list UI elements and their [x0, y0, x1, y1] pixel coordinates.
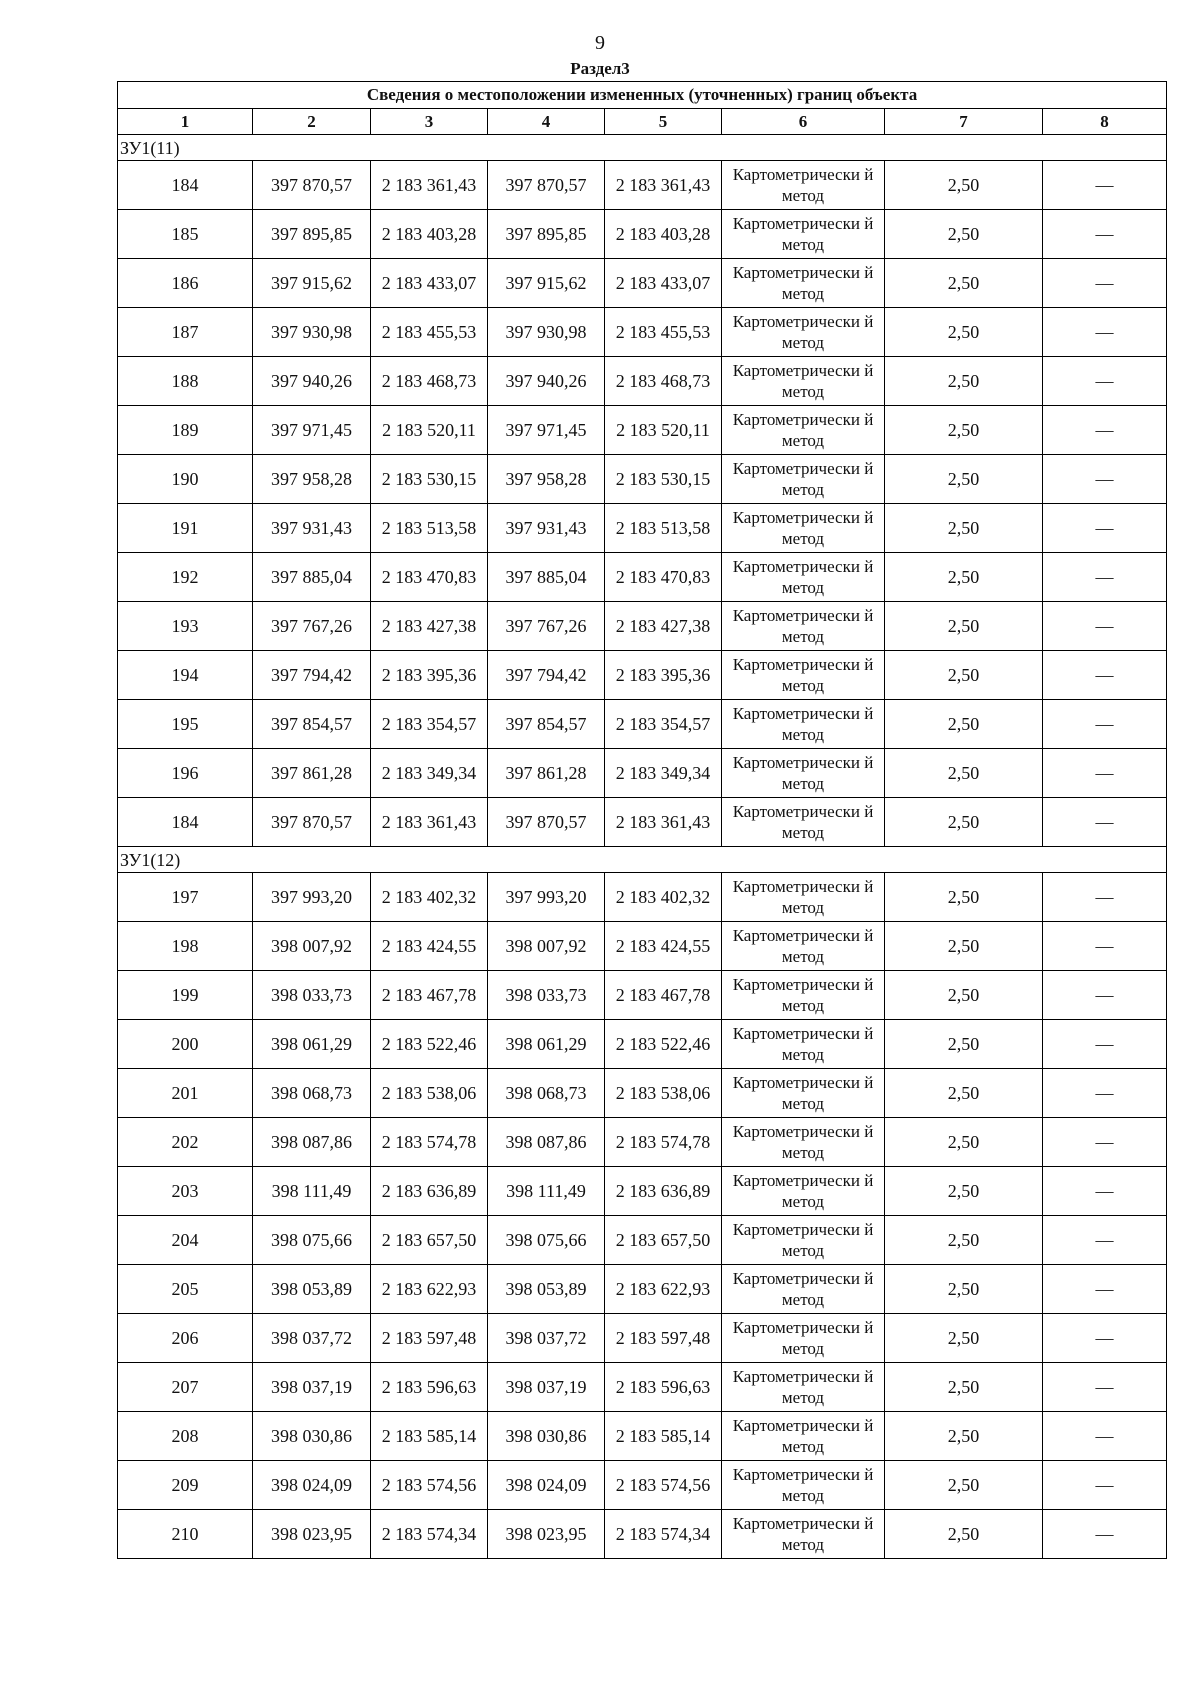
- y-new-cell: 2 183 361,43: [605, 798, 722, 847]
- y-new-cell: 2 183 424,55: [605, 922, 722, 971]
- x-new-cell: 398 007,92: [488, 922, 605, 971]
- y-new-cell: 2 183 530,15: [605, 455, 722, 504]
- y-existing-cell: 2 183 395,36: [371, 651, 488, 700]
- y-existing-cell: 2 183 354,57: [371, 700, 488, 749]
- table-row: [118, 1265, 1167, 1314]
- dash-cell: —: [1043, 1412, 1167, 1461]
- x-existing-cell: 397 870,57: [253, 161, 371, 210]
- point-number-cell: 203: [118, 1167, 253, 1216]
- x-new-cell: 397 885,04: [488, 553, 605, 602]
- table-row: [118, 1216, 1167, 1265]
- accuracy-cell: 2,50: [885, 798, 1043, 847]
- method-cell: Картометрически й метод: [722, 455, 885, 504]
- accuracy-cell: 2,50: [885, 700, 1043, 749]
- x-existing-cell: 397 767,26: [253, 602, 371, 651]
- y-new-cell: 2 183 622,93: [605, 1265, 722, 1314]
- x-new-cell: 398 053,89: [488, 1265, 605, 1314]
- x-new-cell: 397 767,26: [488, 602, 605, 651]
- dash-cell: —: [1043, 798, 1167, 847]
- y-existing-cell: 2 183 574,78: [371, 1118, 488, 1167]
- y-new-cell: 2 183 361,43: [605, 161, 722, 210]
- x-new-cell: 398 075,66: [488, 1216, 605, 1265]
- point-number-cell: 202: [118, 1118, 253, 1167]
- column-number: 4: [488, 109, 605, 135]
- dash-cell: —: [1043, 1314, 1167, 1363]
- method-cell: Картометрически й метод: [722, 161, 885, 210]
- x-existing-cell: 397 794,42: [253, 651, 371, 700]
- dash-cell: —: [1043, 1510, 1167, 1559]
- accuracy-cell: 2,50: [885, 357, 1043, 406]
- x-existing-cell: 398 087,86: [253, 1118, 371, 1167]
- accuracy-cell: 2,50: [885, 308, 1043, 357]
- y-existing-cell: 2 183 470,83: [371, 553, 488, 602]
- y-new-cell: 2 183 657,50: [605, 1216, 722, 1265]
- accuracy-cell: 2,50: [885, 455, 1043, 504]
- y-existing-cell: 2 183 622,93: [371, 1265, 488, 1314]
- x-new-cell: 398 037,19: [488, 1363, 605, 1412]
- method-cell: Картометрически й метод: [722, 1118, 885, 1167]
- accuracy-cell: 2,50: [885, 1265, 1043, 1314]
- table-row: [118, 210, 1167, 259]
- point-number-cell: 184: [118, 161, 253, 210]
- x-existing-cell: 398 053,89: [253, 1265, 371, 1314]
- accuracy-cell: 2,50: [885, 504, 1043, 553]
- accuracy-cell: 2,50: [885, 161, 1043, 210]
- accuracy-cell: 2,50: [885, 922, 1043, 971]
- point-number-cell: 200: [118, 1020, 253, 1069]
- method-cell: Картометрически й метод: [722, 1216, 885, 1265]
- table-row: [118, 1118, 1167, 1167]
- point-number-cell: 184: [118, 798, 253, 847]
- method-cell: Картометрически й метод: [722, 602, 885, 651]
- table-row: [118, 700, 1167, 749]
- x-existing-cell: 398 037,19: [253, 1363, 371, 1412]
- y-new-cell: 2 183 538,06: [605, 1069, 722, 1118]
- x-new-cell: 397 854,57: [488, 700, 605, 749]
- y-new-cell: 2 183 522,46: [605, 1020, 722, 1069]
- point-number-cell: 188: [118, 357, 253, 406]
- x-existing-cell: 397 895,85: [253, 210, 371, 259]
- method-cell: Картометрически й метод: [722, 873, 885, 922]
- y-new-cell: 2 183 403,28: [605, 210, 722, 259]
- x-existing-cell: 398 111,49: [253, 1167, 371, 1216]
- table-row: [118, 798, 1167, 847]
- y-existing-cell: 2 183 530,15: [371, 455, 488, 504]
- x-existing-cell: 398 037,72: [253, 1314, 371, 1363]
- y-existing-cell: 2 183 468,73: [371, 357, 488, 406]
- x-new-cell: 398 087,86: [488, 1118, 605, 1167]
- y-new-cell: 2 183 574,56: [605, 1461, 722, 1510]
- y-existing-cell: 2 183 427,38: [371, 602, 488, 651]
- y-new-cell: 2 183 470,83: [605, 553, 722, 602]
- y-new-cell: 2 183 520,11: [605, 406, 722, 455]
- point-number-cell: 189: [118, 406, 253, 455]
- y-new-cell: 2 183 354,57: [605, 700, 722, 749]
- y-new-cell: 2 183 349,34: [605, 749, 722, 798]
- group-row: [118, 135, 1167, 161]
- table-row: [118, 602, 1167, 651]
- method-cell: Картометрически й метод: [722, 308, 885, 357]
- x-existing-cell: 397 958,28: [253, 455, 371, 504]
- table-row: [118, 1412, 1167, 1461]
- dash-cell: —: [1043, 1118, 1167, 1167]
- method-cell: Картометрически й метод: [722, 651, 885, 700]
- dash-cell: —: [1043, 1069, 1167, 1118]
- dash-cell: —: [1043, 1167, 1167, 1216]
- y-existing-cell: 2 183 403,28: [371, 210, 488, 259]
- x-new-cell: 398 068,73: [488, 1069, 605, 1118]
- x-new-cell: 398 033,73: [488, 971, 605, 1020]
- dash-cell: —: [1043, 553, 1167, 602]
- y-new-cell: 2 183 395,36: [605, 651, 722, 700]
- y-new-cell: 2 183 455,53: [605, 308, 722, 357]
- x-existing-cell: 398 068,73: [253, 1069, 371, 1118]
- group-row: [118, 847, 1167, 873]
- x-new-cell: 397 993,20: [488, 873, 605, 922]
- y-existing-cell: 2 183 513,58: [371, 504, 488, 553]
- dash-cell: —: [1043, 210, 1167, 259]
- point-number-cell: 193: [118, 602, 253, 651]
- y-new-cell: 2 183 402,32: [605, 873, 722, 922]
- y-new-cell: 2 183 585,14: [605, 1412, 722, 1461]
- point-number-cell: 207: [118, 1363, 253, 1412]
- method-cell: Картометрически й метод: [722, 406, 885, 455]
- accuracy-cell: 2,50: [885, 406, 1043, 455]
- x-new-cell: 398 024,09: [488, 1461, 605, 1510]
- column-number: 1: [118, 109, 253, 135]
- y-new-cell: 2 183 433,07: [605, 259, 722, 308]
- point-number-cell: 196: [118, 749, 253, 798]
- point-number-cell: 205: [118, 1265, 253, 1314]
- x-new-cell: 398 111,49: [488, 1167, 605, 1216]
- dash-cell: —: [1043, 873, 1167, 922]
- accuracy-cell: 2,50: [885, 873, 1043, 922]
- dash-cell: —: [1043, 651, 1167, 700]
- method-cell: Картометрически й метод: [722, 749, 885, 798]
- table-row: [118, 749, 1167, 798]
- x-new-cell: 398 037,72: [488, 1314, 605, 1363]
- x-existing-cell: 397 854,57: [253, 700, 371, 749]
- x-existing-cell: 397 915,62: [253, 259, 371, 308]
- x-existing-cell: 398 024,09: [253, 1461, 371, 1510]
- x-existing-cell: 398 061,29: [253, 1020, 371, 1069]
- table-row: [118, 1069, 1167, 1118]
- method-cell: Картометрически й метод: [722, 700, 885, 749]
- x-new-cell: 397 940,26: [488, 357, 605, 406]
- accuracy-cell: 2,50: [885, 1118, 1043, 1167]
- x-existing-cell: 398 075,66: [253, 1216, 371, 1265]
- x-existing-cell: 398 030,86: [253, 1412, 371, 1461]
- y-new-cell: 2 183 574,34: [605, 1510, 722, 1559]
- method-cell: Картометрически й метод: [722, 1461, 885, 1510]
- table-row: [118, 922, 1167, 971]
- method-cell: Картометрически й метод: [722, 1020, 885, 1069]
- y-existing-cell: 2 183 596,63: [371, 1363, 488, 1412]
- table-row: [118, 1510, 1167, 1559]
- x-new-cell: 397 930,98: [488, 308, 605, 357]
- y-existing-cell: 2 183 574,34: [371, 1510, 488, 1559]
- y-new-cell: 2 183 513,58: [605, 504, 722, 553]
- x-new-cell: 397 931,43: [488, 504, 605, 553]
- point-number-cell: 197: [118, 873, 253, 922]
- table-row: [118, 259, 1167, 308]
- point-number-cell: 198: [118, 922, 253, 971]
- y-new-cell: 2 183 468,73: [605, 357, 722, 406]
- table-row: [118, 504, 1167, 553]
- y-new-cell: 2 183 636,89: [605, 1167, 722, 1216]
- accuracy-cell: 2,50: [885, 210, 1043, 259]
- column-number: 3: [371, 109, 488, 135]
- y-new-cell: 2 183 596,63: [605, 1363, 722, 1412]
- table-row: [118, 161, 1167, 210]
- y-existing-cell: 2 183 361,43: [371, 798, 488, 847]
- table-row: [118, 873, 1167, 922]
- point-number-cell: 192: [118, 553, 253, 602]
- accuracy-cell: 2,50: [885, 971, 1043, 1020]
- y-existing-cell: 2 183 657,50: [371, 1216, 488, 1265]
- method-cell: Картометрически й метод: [722, 357, 885, 406]
- method-cell: Картометрически й метод: [722, 922, 885, 971]
- table-caption: Сведения о местоположении измененных (уточненных) границ объекта: [118, 82, 1167, 109]
- accuracy-cell: 2,50: [885, 602, 1043, 651]
- y-existing-cell: 2 183 574,56: [371, 1461, 488, 1510]
- x-new-cell: 397 861,28: [488, 749, 605, 798]
- dash-cell: —: [1043, 161, 1167, 210]
- accuracy-cell: 2,50: [885, 259, 1043, 308]
- table-row: [118, 1461, 1167, 1510]
- table-row: [118, 308, 1167, 357]
- section-title: Раздел3: [570, 59, 630, 78]
- point-number-cell: 209: [118, 1461, 253, 1510]
- x-existing-cell: 397 931,43: [253, 504, 371, 553]
- table-row: [118, 1363, 1167, 1412]
- page-number: 9: [595, 32, 605, 54]
- column-number: 2: [253, 109, 371, 135]
- method-cell: Картометрически й метод: [722, 971, 885, 1020]
- point-number-cell: 210: [118, 1510, 253, 1559]
- x-existing-cell: 397 870,57: [253, 798, 371, 847]
- dash-cell: —: [1043, 602, 1167, 651]
- accuracy-cell: 2,50: [885, 1461, 1043, 1510]
- y-existing-cell: 2 183 361,43: [371, 161, 488, 210]
- method-cell: Картометрически й метод: [722, 1510, 885, 1559]
- table-row: [118, 971, 1167, 1020]
- accuracy-cell: 2,50: [885, 1363, 1043, 1412]
- y-existing-cell: 2 183 455,53: [371, 308, 488, 357]
- x-new-cell: 397 915,62: [488, 259, 605, 308]
- y-existing-cell: 2 183 522,46: [371, 1020, 488, 1069]
- table-row: [118, 651, 1167, 700]
- accuracy-cell: 2,50: [885, 749, 1043, 798]
- point-number-cell: 187: [118, 308, 253, 357]
- coordinates-table: [117, 81, 1167, 1559]
- x-existing-cell: 398 007,92: [253, 922, 371, 971]
- x-new-cell: 397 958,28: [488, 455, 605, 504]
- x-existing-cell: 397 930,98: [253, 308, 371, 357]
- dash-cell: —: [1043, 504, 1167, 553]
- x-new-cell: 397 971,45: [488, 406, 605, 455]
- point-number-cell: 199: [118, 971, 253, 1020]
- dash-cell: —: [1043, 1216, 1167, 1265]
- accuracy-cell: 2,50: [885, 1412, 1043, 1461]
- point-number-cell: 194: [118, 651, 253, 700]
- column-number-row: [118, 109, 1167, 135]
- method-cell: Картометрически й метод: [722, 1412, 885, 1461]
- method-cell: Картометрически й метод: [722, 1363, 885, 1412]
- point-number-cell: 201: [118, 1069, 253, 1118]
- x-new-cell: 397 870,57: [488, 798, 605, 847]
- x-existing-cell: 398 023,95: [253, 1510, 371, 1559]
- dash-cell: —: [1043, 700, 1167, 749]
- y-existing-cell: 2 183 597,48: [371, 1314, 488, 1363]
- x-new-cell: 398 030,86: [488, 1412, 605, 1461]
- table-row: [118, 1020, 1167, 1069]
- accuracy-cell: 2,50: [885, 1216, 1043, 1265]
- table-caption-row: [118, 82, 1167, 109]
- x-existing-cell: 397 971,45: [253, 406, 371, 455]
- y-existing-cell: 2 183 424,55: [371, 922, 488, 971]
- x-existing-cell: 397 993,20: [253, 873, 371, 922]
- column-number: 6: [722, 109, 885, 135]
- table-row: [118, 1167, 1167, 1216]
- column-number: 8: [1043, 109, 1167, 135]
- y-existing-cell: 2 183 467,78: [371, 971, 488, 1020]
- y-existing-cell: 2 183 520,11: [371, 406, 488, 455]
- table-row: [118, 553, 1167, 602]
- method-cell: Картометрически й метод: [722, 1314, 885, 1363]
- x-new-cell: 397 895,85: [488, 210, 605, 259]
- y-new-cell: 2 183 427,38: [605, 602, 722, 651]
- dash-cell: —: [1043, 1020, 1167, 1069]
- point-number-cell: 208: [118, 1412, 253, 1461]
- x-existing-cell: 397 861,28: [253, 749, 371, 798]
- x-new-cell: 398 023,95: [488, 1510, 605, 1559]
- x-existing-cell: 397 885,04: [253, 553, 371, 602]
- x-existing-cell: 397 940,26: [253, 357, 371, 406]
- y-existing-cell: 2 183 433,07: [371, 259, 488, 308]
- table-row: [118, 406, 1167, 455]
- y-existing-cell: 2 183 585,14: [371, 1412, 488, 1461]
- dash-cell: —: [1043, 922, 1167, 971]
- accuracy-cell: 2,50: [885, 1167, 1043, 1216]
- x-new-cell: 398 061,29: [488, 1020, 605, 1069]
- point-number-cell: 191: [118, 504, 253, 553]
- accuracy-cell: 2,50: [885, 1510, 1043, 1559]
- method-cell: Картометрически й метод: [722, 1069, 885, 1118]
- method-cell: Картометрически й метод: [722, 504, 885, 553]
- point-number-cell: 186: [118, 259, 253, 308]
- method-cell: Картометрически й метод: [722, 210, 885, 259]
- y-existing-cell: 2 183 538,06: [371, 1069, 488, 1118]
- table-row: [118, 357, 1167, 406]
- x-new-cell: 397 794,42: [488, 651, 605, 700]
- table-row: [118, 1314, 1167, 1363]
- y-existing-cell: 2 183 349,34: [371, 749, 488, 798]
- accuracy-cell: 2,50: [885, 1069, 1043, 1118]
- dash-cell: —: [1043, 308, 1167, 357]
- point-number-cell: 195: [118, 700, 253, 749]
- y-new-cell: 2 183 574,78: [605, 1118, 722, 1167]
- y-existing-cell: 2 183 636,89: [371, 1167, 488, 1216]
- method-cell: Картометрически й метод: [722, 1167, 885, 1216]
- dash-cell: —: [1043, 406, 1167, 455]
- point-number-cell: 204: [118, 1216, 253, 1265]
- accuracy-cell: 2,50: [885, 1020, 1043, 1069]
- method-cell: Картометрически й метод: [722, 1265, 885, 1314]
- table-row: [118, 455, 1167, 504]
- dash-cell: —: [1043, 1265, 1167, 1314]
- dash-cell: —: [1043, 1461, 1167, 1510]
- column-number: 5: [605, 109, 722, 135]
- y-new-cell: 2 183 467,78: [605, 971, 722, 1020]
- x-existing-cell: 398 033,73: [253, 971, 371, 1020]
- y-existing-cell: 2 183 402,32: [371, 873, 488, 922]
- x-new-cell: 397 870,57: [488, 161, 605, 210]
- dash-cell: —: [1043, 971, 1167, 1020]
- point-number-cell: 206: [118, 1314, 253, 1363]
- dash-cell: —: [1043, 1363, 1167, 1412]
- dash-cell: —: [1043, 749, 1167, 798]
- method-cell: Картометрически й метод: [722, 553, 885, 602]
- point-number-cell: 185: [118, 210, 253, 259]
- dash-cell: —: [1043, 357, 1167, 406]
- method-cell: Картометрически й метод: [722, 259, 885, 308]
- group-label: ЗУ1(11): [118, 135, 1167, 161]
- group-label: ЗУ1(12): [118, 847, 1167, 873]
- accuracy-cell: 2,50: [885, 1314, 1043, 1363]
- column-number: 7: [885, 109, 1043, 135]
- dash-cell: —: [1043, 455, 1167, 504]
- accuracy-cell: 2,50: [885, 651, 1043, 700]
- dash-cell: —: [1043, 259, 1167, 308]
- accuracy-cell: 2,50: [885, 553, 1043, 602]
- point-number-cell: 190: [118, 455, 253, 504]
- y-new-cell: 2 183 597,48: [605, 1314, 722, 1363]
- method-cell: Картометрически й метод: [722, 798, 885, 847]
